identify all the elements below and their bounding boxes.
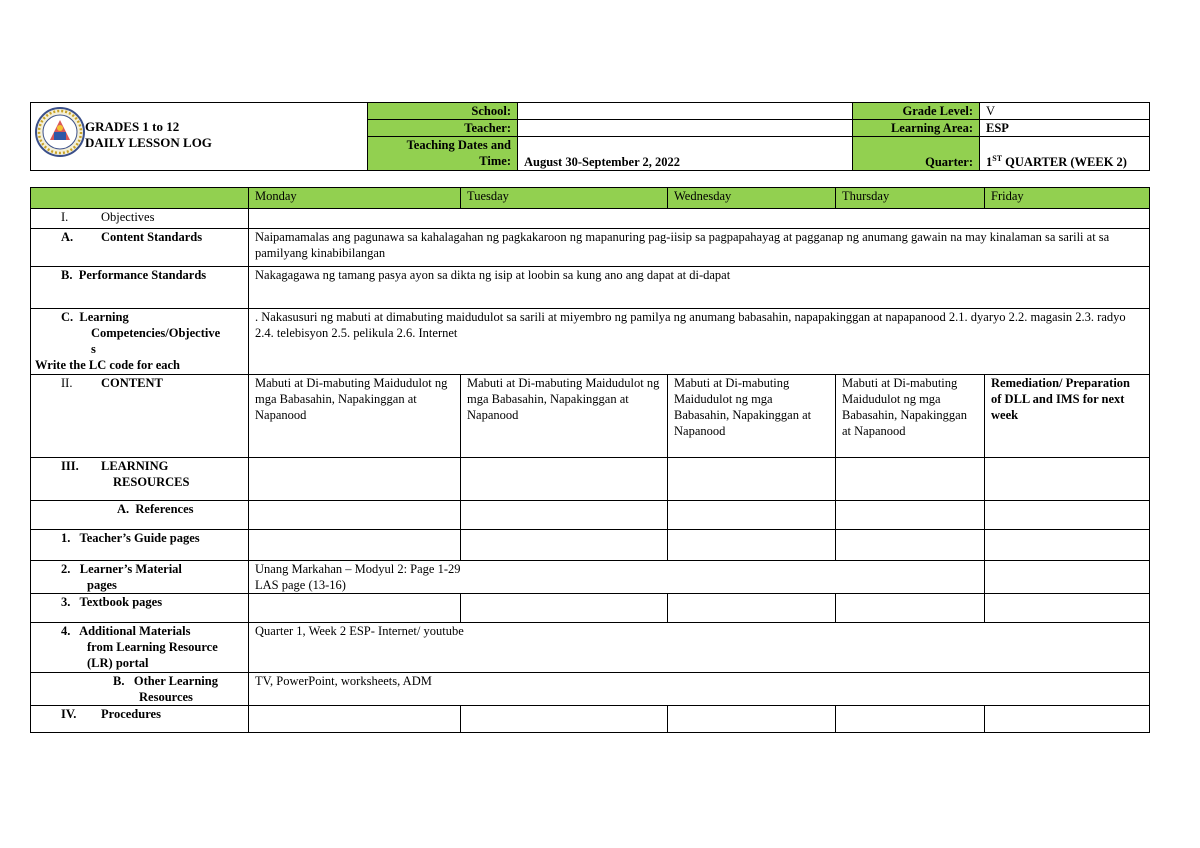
content-tuesday: Mabuti at Di-mabuting Maidudulot ng mga Babasahin, Napakinggan at Napanood <box>461 375 668 458</box>
other-resources-line1: Other Learning <box>133 674 218 688</box>
learners-material-value-line2: LAS page (13-16) <box>255 578 346 592</box>
header-title-line2: DAILY LESSON LOG <box>85 135 212 150</box>
cell <box>461 594 668 623</box>
additional-materials-label <box>31 623 249 673</box>
cell <box>249 530 461 561</box>
cell <box>668 458 836 501</box>
header-title-cell <box>31 103 368 171</box>
cell <box>836 594 985 623</box>
content-standards-row <box>31 229 1150 267</box>
cell <box>668 706 836 733</box>
learning-resources-label <box>31 458 249 501</box>
cell <box>249 501 461 530</box>
references-label <box>31 501 249 530</box>
content-row <box>31 375 1150 458</box>
content-thursday: Mabuti at Di-mabuting Maidudulot ng mga Babasahin, Napakinggan at Napanood <box>836 375 985 458</box>
cell <box>985 530 1150 561</box>
teachers-guide-row <box>31 530 1150 561</box>
other-resources-num: B. <box>113 674 125 688</box>
cell <box>985 706 1150 733</box>
performance-standards-num: B. <box>61 268 73 282</box>
performance-standards-label <box>31 267 249 309</box>
cell <box>836 458 985 501</box>
learning-resources-line1: LEARNING <box>101 459 169 473</box>
competencies-line4: Write the LC code for each <box>35 358 180 372</box>
lesson-log-table <box>30 187 1150 733</box>
teachers-guide-text: Teacher’s Guide pages <box>79 531 200 545</box>
cell <box>461 501 668 530</box>
other-resources-value: TV, PowerPoint, worksheets, ADM <box>249 673 1150 706</box>
cell <box>461 458 668 501</box>
quarter-value <box>980 137 1150 171</box>
content-num: II. <box>61 376 73 390</box>
cell <box>836 501 985 530</box>
performance-standards-text: Performance Standards <box>78 268 207 282</box>
cell <box>249 706 461 733</box>
procedures-num: IV. <box>61 707 77 721</box>
competencies-line2: Competencies/Objective <box>91 326 221 340</box>
content-standards-value: Naipamamalas ang pagunawa sa kahalagahan ng pagkakaroon ng mapanuring pag-iisip sa pagpapahayag at pagganap ng anumang gawain na may kinalaman sa sarili at sa pamilyang kinabibilangan <box>249 229 1150 267</box>
content-label <box>31 375 249 458</box>
school-label: School: <box>368 103 518 120</box>
cell <box>985 594 1150 623</box>
other-resources-row <box>31 673 1150 706</box>
day-monday: Monday <box>249 188 461 209</box>
day-header-row <box>31 188 1150 209</box>
quarter-number: 1 <box>986 155 993 169</box>
additional-materials-num: 4. <box>61 624 71 638</box>
learning-resources-row <box>31 458 1150 501</box>
learners-material-row <box>31 561 1150 594</box>
quarter-superscript: ST <box>992 153 1003 163</box>
teachers-guide-num: 1. <box>61 531 71 545</box>
additional-materials-line1: Additional Materials <box>79 624 191 638</box>
other-resources-label <box>31 673 249 706</box>
learners-material-value <box>249 561 985 594</box>
learners-material-line2: pages <box>87 578 117 592</box>
teaching-dates-label-line2: Time: <box>479 154 511 168</box>
competencies-line1: Learning <box>79 310 129 324</box>
learning-resources-num: III. <box>61 459 79 473</box>
header-table <box>30 102 1150 171</box>
cell <box>985 561 1150 594</box>
day-tuesday: Tuesday <box>461 188 668 209</box>
performance-standards-row <box>31 267 1150 309</box>
corner-cell <box>31 188 249 209</box>
grade-level-value: V <box>980 103 1150 120</box>
other-resources-line2: Resources <box>139 690 193 704</box>
cell <box>249 594 461 623</box>
objectives-value <box>249 209 1150 229</box>
textbook-num: 3. <box>61 595 71 609</box>
performance-standards-value: Nakagagawa ng tamang pasya ayon sa dikta ng isip at loobin sa kung ano ang dapat at di-dapat <box>249 267 1150 309</box>
deped-seal-icon <box>34 106 86 158</box>
competencies-label <box>31 309 249 375</box>
cell <box>836 706 985 733</box>
references-text: References <box>135 502 194 516</box>
procedures-text: Procedures <box>101 707 161 721</box>
cell <box>668 530 836 561</box>
references-row <box>31 501 1150 530</box>
textbook-row <box>31 594 1150 623</box>
references-num: A. <box>117 502 130 516</box>
quarter-rest: QUARTER (WEEK 2) <box>1002 155 1127 169</box>
cell <box>836 530 985 561</box>
competencies-num: C. <box>61 310 74 324</box>
cell <box>249 458 461 501</box>
content-friday: Remediation/ Preparation of DLL and IMS for next week <box>985 375 1150 458</box>
cell <box>985 501 1150 530</box>
competencies-value: . Nakasusuri ng mabuti at dimabuting maidudulot sa sarili at miyembro ng pamilya ng anumang babasahin, napapakinggan at napapanood 2.1. dyaryo 2.2. magasin 2.3. radyo 2.4. telebisyon 2.5. pelikula 2.6. Internet <box>249 309 1150 375</box>
cell <box>461 530 668 561</box>
cell <box>461 706 668 733</box>
textbook-text: Textbook pages <box>79 595 163 609</box>
additional-materials-row <box>31 623 1150 673</box>
procedures-label <box>31 706 249 733</box>
teaching-dates-label-line1: Teaching Dates and <box>406 138 511 152</box>
objectives-label <box>31 209 249 229</box>
content-wednesday: Mabuti at Di-mabuting Maidudulot ng mga Babasahin, Napakinggan at Napanood <box>668 375 836 458</box>
day-thursday: Thursday <box>836 188 985 209</box>
quarter-label: Quarter: <box>853 137 980 171</box>
day-wednesday: Wednesday <box>668 188 836 209</box>
content-text: CONTENT <box>101 376 163 390</box>
learning-area-label: Learning Area: <box>853 120 980 137</box>
learning-resources-line2: RESOURCES <box>113 475 190 489</box>
cell <box>668 594 836 623</box>
learners-material-value-line1: Unang Markahan – Modyul 2: Page 1-29 <box>255 562 461 576</box>
content-standards-num: A. <box>61 230 74 244</box>
learners-material-num: 2. <box>61 562 71 576</box>
competencies-row <box>31 309 1150 375</box>
content-standards-label <box>31 229 249 267</box>
textbook-label <box>31 594 249 623</box>
objectives-text: Objectives <box>101 210 155 224</box>
teaching-dates-label <box>368 137 518 171</box>
content-standards-text: Content Standards <box>101 230 203 244</box>
additional-materials-line2: from Learning Resource <box>87 640 218 654</box>
teacher-label: Teacher: <box>368 120 518 137</box>
objectives-row <box>31 209 1150 229</box>
learners-material-line1: Learner’s Material <box>79 562 182 576</box>
additional-materials-line3: (LR) portal <box>87 656 149 670</box>
additional-materials-value: Quarter 1, Week 2 ESP- Internet/ youtube <box>249 623 1150 673</box>
content-monday: Mabuti at Di-mabuting Maidudulot ng mga Babasahin, Napakinggan at Napanood <box>249 375 461 458</box>
learning-area-value: ESP <box>980 120 1150 137</box>
day-friday: Friday <box>985 188 1150 209</box>
teacher-value <box>518 120 853 137</box>
teachers-guide-label <box>31 530 249 561</box>
cell <box>668 501 836 530</box>
teaching-dates-value: August 30-September 2, 2022 <box>518 137 853 171</box>
learners-material-label <box>31 561 249 594</box>
competencies-line3: s <box>91 342 96 356</box>
objectives-num: I. <box>61 210 69 224</box>
procedures-row <box>31 706 1150 733</box>
school-value <box>518 103 853 120</box>
grade-level-label: Grade Level: <box>853 103 980 120</box>
header-title-line1: GRADES 1 to 12 <box>85 119 180 134</box>
cell <box>985 458 1150 501</box>
